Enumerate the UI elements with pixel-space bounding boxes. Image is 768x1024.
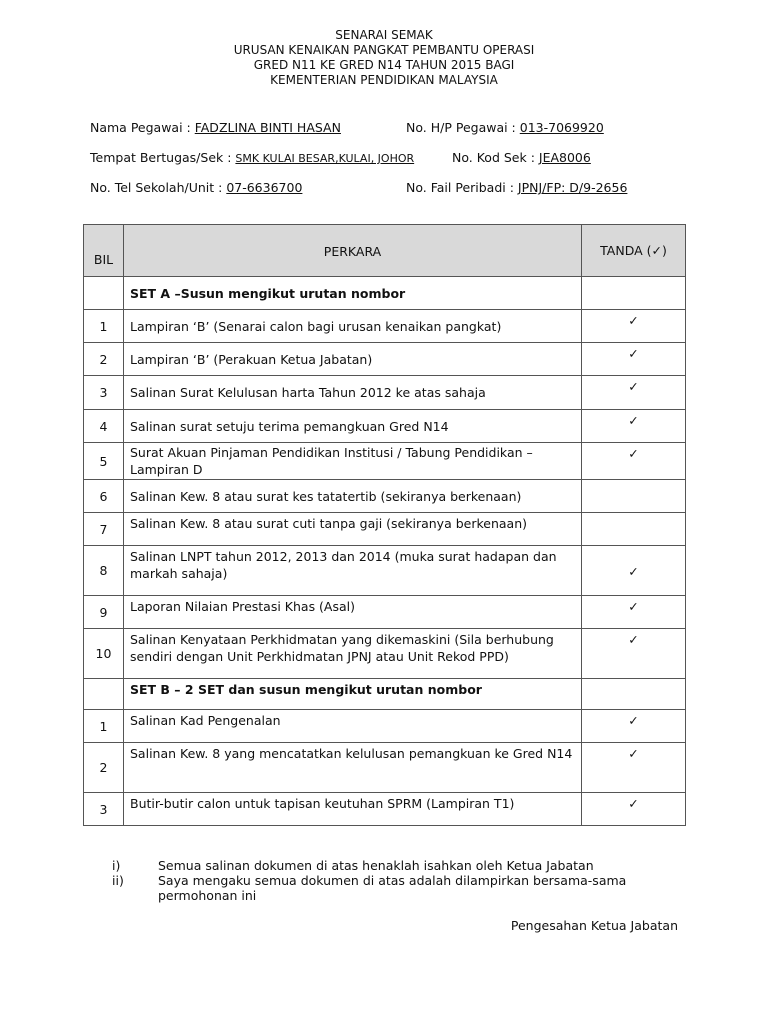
row-bil: 3 bbox=[84, 376, 124, 410]
tel-sekolah-field bbox=[90, 180, 302, 195]
table-row bbox=[84, 710, 686, 743]
note-number: i) bbox=[112, 858, 121, 873]
note-item bbox=[112, 873, 638, 903]
checkmark-icon: ✓ bbox=[582, 443, 686, 480]
checkmark-icon: ✓ bbox=[582, 310, 686, 343]
row-perkara: Lampiran ‘B’ (Perakuan Ketua Jabatan) bbox=[124, 343, 582, 376]
table-row bbox=[84, 480, 686, 513]
header-bil: BIL bbox=[84, 225, 124, 277]
row-perkara: Laporan Nilaian Prestasi Khas (Asal) bbox=[124, 596, 582, 629]
row-bil: 1 bbox=[84, 710, 124, 743]
row-bil: 10 bbox=[84, 629, 124, 679]
table-row bbox=[84, 410, 686, 443]
row-perkara: Salinan LNPT tahun 2012, 2013 dan 2014 (muka surat hadapan dan markah sahaja) bbox=[124, 546, 582, 596]
note-number: ii) bbox=[112, 873, 124, 888]
row-bil: 3 bbox=[84, 793, 124, 826]
checkmark-icon: ✓ bbox=[582, 743, 686, 793]
row-bil: 7 bbox=[84, 513, 124, 546]
table-row bbox=[84, 376, 686, 410]
title-line-3: GRED N11 KE GRED N14 TAHUN 2015 BAGI bbox=[253, 58, 515, 72]
header-tanda: TANDA (✓) bbox=[582, 225, 686, 277]
nama-pegawai-value: FADZLINA BINTI HASAN bbox=[194, 120, 341, 135]
row-perkara: Surat Akuan Pinjaman Pendidikan Institusi / Tabung Pendidikan – Lampiran D bbox=[124, 443, 582, 480]
checkmark-icon: ✓ bbox=[582, 546, 686, 596]
table-row bbox=[84, 793, 686, 826]
hp-pegawai-label: No. H/P Pegawai : bbox=[406, 120, 520, 135]
kod-sek-value: JEA8006 bbox=[538, 150, 591, 165]
checkmark-icon: ✓ bbox=[582, 376, 686, 410]
row-bil: 2 bbox=[84, 743, 124, 793]
row-bil: 8 bbox=[84, 546, 124, 596]
title-line-4: KEMENTERIAN PENDIDIKAN MALAYSIA bbox=[270, 73, 498, 87]
section-row-set-b bbox=[84, 679, 686, 710]
table-header-row bbox=[84, 225, 686, 277]
section-title-set-b: SET B – 2 SET dan susun mengikut urutan nombor bbox=[124, 679, 582, 710]
table-row bbox=[84, 546, 686, 596]
note-text: Semua salinan dokumen di atas henaklah isahkan oleh Ketua Jabatan bbox=[158, 858, 594, 873]
fail-peribadi-field bbox=[406, 180, 627, 195]
row-perkara: Lampiran ‘B’ (Senarai calon bagi urusan kenaikan pangkat) bbox=[124, 310, 582, 343]
hp-pegawai-value: 013-7069920 bbox=[519, 120, 604, 135]
table-row bbox=[84, 343, 686, 376]
title-line-1: SENARAI SEMAK bbox=[335, 28, 433, 42]
checkmark-icon: ✓ bbox=[582, 710, 686, 743]
row-perkara: Salinan Kew. 8 atau surat cuti tanpa gaji (sekiranya berkenaan) bbox=[124, 513, 582, 546]
document-title bbox=[0, 28, 768, 88]
tempat-bertugas-value: SMK KULAI BESAR,KULAI, JOHOR bbox=[235, 152, 415, 165]
fail-peribadi-label: No. Fail Peribadi : bbox=[406, 180, 518, 195]
declaration-notes bbox=[112, 858, 638, 903]
checkmark-icon: ✓ bbox=[582, 343, 686, 376]
row-perkara: Butir-butir calon untuk tapisan keutuhan SPRM (Lampiran T1) bbox=[124, 793, 582, 826]
nama-pegawai-field bbox=[90, 120, 341, 135]
row-bil: 2 bbox=[84, 343, 124, 376]
title-line-2: URUSAN KENAIKAN PANGKAT PEMBANTU OPERASI bbox=[233, 43, 535, 57]
tempat-bertugas-label: Tempat Bertugas/Sek : bbox=[90, 150, 236, 165]
tanda-cell bbox=[582, 480, 686, 513]
row-perkara: Salinan surat setuju terima pemangkuan Gred N14 bbox=[124, 410, 582, 443]
hp-pegawai-field bbox=[406, 120, 604, 135]
tempat-bertugas-field bbox=[90, 150, 414, 165]
section-title-set-a: SET A –Susun mengikut urutan nombor bbox=[124, 277, 582, 310]
row-bil: 9 bbox=[84, 596, 124, 629]
pengesahan-ketua-jabatan: Pengesahan Ketua Jabatan bbox=[510, 918, 678, 933]
table-row bbox=[84, 443, 686, 480]
row-bil: 1 bbox=[84, 310, 124, 343]
header-perkara: PERKARA bbox=[124, 225, 582, 277]
row-perkara: Salinan Kad Pengenalan bbox=[124, 710, 582, 743]
row-perkara: Salinan Kew. 8 yang mencatatkan kelulusan pemangkuan ke Gred N14 bbox=[124, 743, 582, 793]
note-item bbox=[112, 858, 638, 873]
kod-sek-label: No. Kod Sek : bbox=[452, 150, 539, 165]
checkmark-icon: ✓ bbox=[582, 793, 686, 826]
kod-sek-field bbox=[452, 150, 591, 165]
tanda-cell bbox=[582, 513, 686, 546]
section-row-set-a bbox=[84, 277, 686, 310]
table-row bbox=[84, 629, 686, 679]
nama-pegawai-label: Nama Pegawai : bbox=[90, 120, 195, 135]
note-text: Saya mengaku semua dokumen di atas adalah dilampirkan bersama-sama permohonan ini bbox=[158, 873, 627, 903]
checklist-table bbox=[83, 224, 686, 826]
row-bil: 6 bbox=[84, 480, 124, 513]
tel-sekolah-value: 07-6636700 bbox=[226, 180, 303, 195]
row-perkara: Salinan Surat Kelulusan harta Tahun 2012 ke atas sahaja bbox=[124, 376, 582, 410]
checkmark-icon: ✓ bbox=[582, 596, 686, 629]
table-row bbox=[84, 310, 686, 343]
row-bil: 5 bbox=[84, 443, 124, 480]
table-row bbox=[84, 513, 686, 546]
checkmark-icon: ✓ bbox=[582, 629, 686, 679]
row-perkara: Salinan Kew. 8 atau surat kes tatatertib (sekiranya berkenaan) bbox=[124, 480, 582, 513]
fail-peribadi-value: JPNJ/FP: D/9-2656 bbox=[517, 180, 628, 195]
row-perkara: Salinan Kenyataan Perkhidmatan yang dikemaskini (Sila berhubung sendiri dengan Unit Perkhidmatan JPNJ atau Unit Rekod PPD) bbox=[124, 629, 582, 679]
table-row bbox=[84, 596, 686, 629]
checkmark-icon: ✓ bbox=[582, 410, 686, 443]
row-bil: 4 bbox=[84, 410, 124, 443]
table-row bbox=[84, 743, 686, 793]
tel-sekolah-label: No. Tel Sekolah/Unit : bbox=[90, 180, 227, 195]
